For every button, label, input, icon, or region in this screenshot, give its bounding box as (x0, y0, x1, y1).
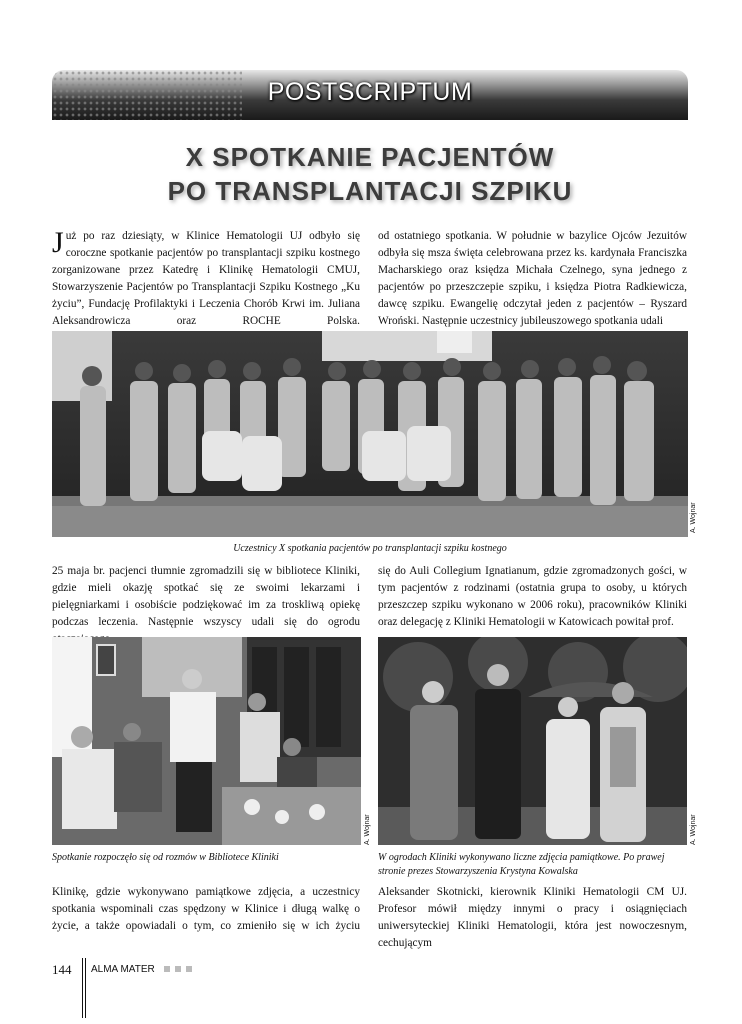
magazine-name: ALMA MATER (91, 964, 155, 975)
footer-divider-2 (85, 958, 86, 1018)
library-photo-caption: Spotkanie rozpoczęło się od rozmów w Bibliotece Kliniki (52, 852, 279, 863)
garden-photo-caption (378, 851, 687, 879)
paragraph-2-left: 25 maja br. pacjenci tłumnie zgromadzili się w bibliotece Kliniki, gdzie mieli okazję spotkać się ze swoimi lekarzami i pielęgniarkami i osobiście podziękować im za troskliwą opiekę podczas leczenia. Następnie wszyscy udali się do ogrodu (52, 565, 360, 628)
footer-square (175, 966, 181, 972)
paragraph-2-right: się do Auli Collegium Ignatianum, gdzie zgromadzonych gości, w tym pacjentów z rodzinami (ostatnia grupa to osoby, u których przeszczep szpiku wykonano w 2006 roku), pracowników Kliniki oraz delegację z Kliniki Hematologii w Katowicach powitał prof. (378, 565, 687, 628)
footer-square (164, 966, 170, 972)
section-banner (52, 70, 688, 120)
paragraph-3-left: Klinikę, gdzie wykonywano pamiątkowe zdjęcia, a uczestnicy spotkania wspominali czas spędzony w Klinice i długą walkę o życie, a także opowiadali o tym, co zmieniło się w ich życiu (52, 886, 360, 932)
paragraph-3-right: Aleksander Skotnicki, kierownik Kliniki Hematologii CM UJ. Profesor mówił między innymi o pracy i osiągnięciach uniwersyteckiej Kliniki Hematologii, która jest nowoczesnym, cechującym (378, 886, 687, 949)
intro-text-left: uż po raz dziesiąty, w Klinice Hematologii UJ odbyło się coroczne spotkanie pacjentów po transplantacji szpiku kostnego zorganizowane przez Katedrę i Klinikę Hematologii CMUJ, Stowarzyszenie Pacjentów po Transplantacji Szpiku Kostnego „Ku życiu”, Fundację Profilaktyki i Leczenia Chorób Krwi im. Juliana Aleksandrowicza oraz ROCHE Polska. (52, 230, 360, 327)
group-photo-credit: A. Wojnar (690, 502, 697, 533)
library-photo-credit: A. Wojnar (364, 814, 371, 845)
article-title-line-1: X SPOTKANIE PACJENTÓW (185, 142, 555, 172)
garden-photo (378, 637, 687, 845)
footer-square (186, 966, 192, 972)
intro-paragraph-left (52, 228, 360, 329)
group-photo-caption: Uczestnicy X spotkania pacjentów po transplantacji szpiku kostnego (233, 543, 507, 554)
garden-caption-line-2: stronie prezes Stowarzyszenia Krystyna Kowalska (378, 866, 578, 877)
article-title-line-2: PO TRANSPLANTACJI SZPIKU (167, 176, 573, 206)
library-photo (52, 637, 361, 845)
intro-paragraph-right: od ostatniego spotkania. W południe w bazylice Ojców Jezuitów odbyła się msza święta celebrowana przez ks. kardynała Franciszka Macharskiego oraz księdza Michała Czelnego, syna jednego z pacjentów po przeszczepie szpiku, i księdza Piotra Radkiewicza, dawcę szpiku. Ewangelię odczytał jeden z pacjentów – Ryszard Wroński. Następnie uczestnicy jubileuszowego spotkania udali (378, 230, 687, 327)
section-title: POSTSCRIPTUM (267, 78, 473, 106)
garden-caption-line-1: W ogrodach Kliniki wykonywano liczne zdjęcia pamiątkowe. Po prawej (378, 852, 665, 863)
group-photo (52, 331, 688, 537)
drop-cap: J (52, 226, 64, 259)
garden-photo-credit: A. Wojnar (690, 814, 697, 845)
page-number: 144 (52, 962, 72, 977)
footer-divider (82, 958, 83, 1018)
